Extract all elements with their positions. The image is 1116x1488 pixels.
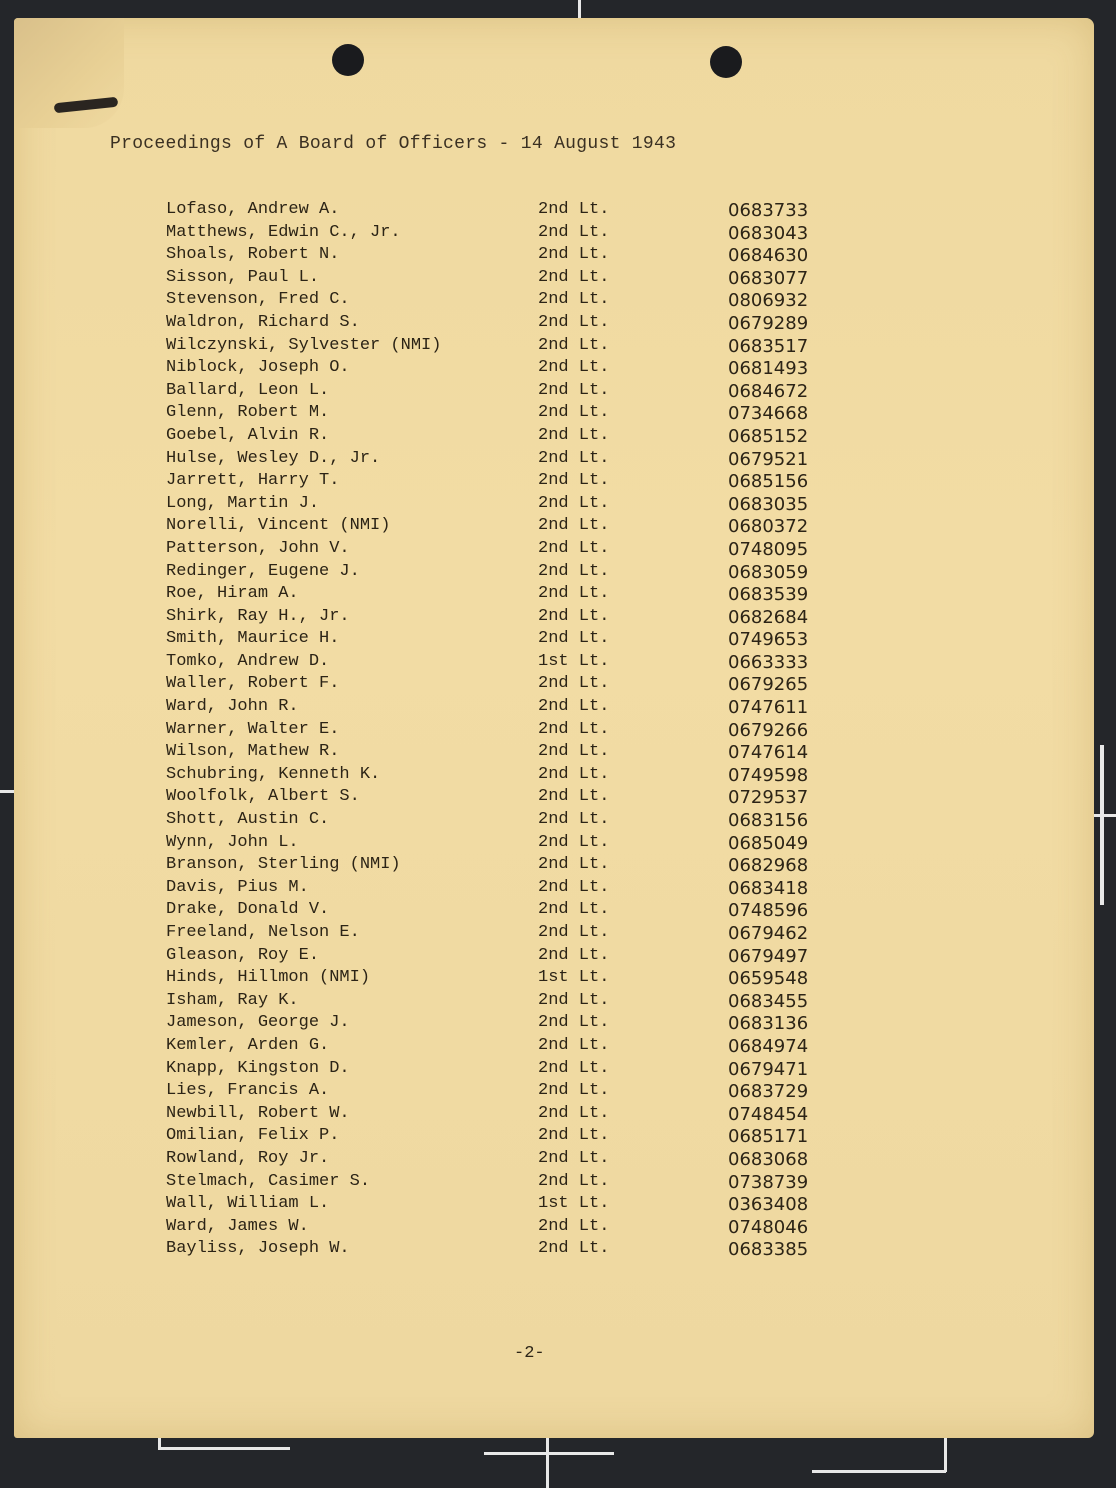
roster-row [14,765,1094,788]
mat-grid-line [158,1447,290,1450]
officer-serial-number: 0684672 [728,380,809,402]
officer-rank: 2nd Lt. [538,877,610,897]
roster-row [14,471,1094,494]
officer-name: Bayliss, Joseph W. [166,1239,350,1259]
officer-rank: 2nd Lt. [538,1035,610,1055]
officer-serial-number: 0685049 [728,832,809,854]
officer-serial-number: 0679462 [728,923,809,944]
officer-name: Lofaso, Andrew A. [166,200,340,219]
officer-rank: 2nd Lt. [538,990,610,1010]
officer-rank: 2nd Lt. [538,267,610,287]
page-header: Proceedings of A Board of Officers - 14 August 1943 [110,134,677,154]
officer-name: Jameson, George J. [166,1013,350,1033]
mat-grid-line [944,1438,947,1472]
officer-name: Wilczynski, Sylvester (NMI) [166,335,442,355]
officer-serial-number: 0683539 [728,584,809,606]
roster-row [14,855,1094,878]
roster-row [14,900,1094,923]
roster-row [14,584,1094,607]
officer-name: Stevenson, Fred C. [166,290,350,310]
officer-rank: 2nd Lt. [538,561,610,581]
officer-serial-number: 0748596 [728,900,809,922]
roster-row [14,245,1094,268]
officer-name: Rowland, Roy Jr. [166,1148,330,1168]
officer-serial-number: 0683043 [728,222,809,244]
roster-row [14,1059,1094,1082]
officer-rank: 2nd Lt. [538,403,610,423]
officer-serial-number: 0748095 [728,538,809,560]
officer-rank: 2nd Lt. [538,742,610,762]
officer-name: Shoals, Robert N. [166,245,340,265]
roster-row [14,268,1094,291]
mat-grid-line [812,1470,946,1473]
roster-row [14,539,1094,562]
officer-name: Davis, Pius M. [166,877,309,897]
roster-row [14,810,1094,833]
roster-row [14,674,1094,697]
officer-name: Norelli, Vincent (NMI) [166,516,391,536]
officer-rank: 2nd Lt. [538,1126,610,1146]
punch-hole-left [332,44,364,76]
officer-rank: 2nd Lt. [538,1239,610,1259]
officer-serial-number: 0734668 [728,403,809,425]
officer-serial-number: 0683729 [728,1081,809,1103]
officer-name: Wall, William L. [166,1194,330,1214]
mat-grid-line [1100,745,1104,905]
officer-rank: 2nd Lt. [538,787,610,807]
officer-name: Wilson, Mathew R. [166,742,340,762]
roster-row [14,720,1094,743]
officer-rank: 2nd Lt. [538,1148,610,1168]
officer-rank: 2nd Lt. [538,945,610,965]
officer-name: Drake, Donald V. [166,900,330,920]
officer-name: Lies, Francis A. [166,1081,330,1101]
officer-rank: 2nd Lt. [538,471,610,491]
officer-serial-number: 0679265 [728,674,809,696]
roster-row [14,336,1094,359]
officer-name: Smith, Maurice H. [166,629,340,649]
mat-grid-line [546,1438,549,1488]
roster-row [14,1149,1094,1172]
officer-serial-number: 0747614 [728,742,809,764]
page-number: -2- [514,1344,545,1363]
officer-serial-number: 0363408 [728,1194,809,1216]
officer-rank: 2nd Lt. [538,493,610,513]
officer-serial-number: 0685152 [728,425,809,447]
officer-serial-number: 0683035 [728,493,809,515]
officer-name: Ward, John R. [166,697,299,717]
officer-name: Matthews, Edwin C., Jr. [166,222,401,242]
officer-rank: 2nd Lt. [538,1013,610,1033]
punch-hole-right [710,46,742,78]
officer-serial-number: 0685156 [728,471,809,493]
officer-name: Shott, Austin C. [166,810,330,830]
officer-rank: 2nd Lt. [538,832,610,852]
mat-grid-line [0,790,14,793]
officer-rank: 2nd Lt. [538,1216,610,1236]
officer-rank: 2nd Lt. [538,923,610,942]
officer-rank: 2nd Lt. [538,855,610,875]
officer-rank: 2nd Lt. [538,719,610,739]
officer-name: Stelmach, Casimer S. [166,1171,371,1191]
roster-row [14,1036,1094,1059]
officer-rank: 2nd Lt. [538,674,610,694]
roster-row [14,697,1094,720]
officer-rank: 1st Lt. [538,1194,610,1214]
officer-rank: 2nd Lt. [538,810,610,830]
roster-row [14,833,1094,856]
roster-row [14,313,1094,336]
officer-name: Hinds, Hillmon (NMI) [166,968,371,988]
officer-name: Roe, Hiram A. [166,584,299,604]
officer-serial-number: 0747611 [728,697,809,719]
officer-rank: 2nd Lt. [538,358,610,378]
roster-row [14,403,1094,426]
officer-name: Tomko, Andrew D. [166,651,330,671]
roster-row [14,742,1094,765]
mat-grid-line [578,0,581,18]
officer-rank: 2nd Lt. [538,629,610,649]
officer-rank: 2nd Lt. [538,448,610,468]
officer-serial-number: 0683077 [728,267,809,289]
officer-serial-number: 0683059 [728,561,809,583]
officer-name: Freeland, Nelson E. [166,923,360,942]
roster-row [14,1172,1094,1195]
roster-row [14,787,1094,810]
roster-row [14,1013,1094,1036]
officer-serial-number: 0683385 [728,1239,809,1261]
officer-serial-number: 0679521 [728,448,809,470]
officer-serial-number: 0663333 [728,651,809,673]
roster-row [14,223,1094,246]
roster-row [14,494,1094,517]
officer-rank: 2nd Lt. [538,200,610,219]
roster-row [14,878,1094,901]
roster-row [14,1217,1094,1240]
roster-row [14,449,1094,472]
officer-serial-number: 0679266 [728,719,809,741]
officer-rank: 2nd Lt. [538,380,610,400]
officer-serial-number: 0748454 [728,1103,809,1125]
roster-row [14,1126,1094,1149]
officer-serial-number: 0683136 [728,1013,809,1035]
officer-serial-number: 0679289 [728,312,809,334]
officer-name: Isham, Ray K. [166,990,299,1010]
roster-row [14,946,1094,969]
officer-name: Kemler, Arden G. [166,1035,330,1055]
officer-name: Ballard, Leon L. [166,380,330,400]
roster-row [14,290,1094,313]
roster-row [14,652,1094,675]
officer-serial-number: 0680372 [728,516,809,538]
officer-serial-number: 0684630 [728,245,809,267]
officer-name: Ward, James W. [166,1216,309,1236]
officer-serial-number: 0683418 [728,877,809,899]
officer-name: Shirk, Ray H., Jr. [166,606,350,626]
officer-serial-number: 0683455 [728,990,809,1012]
officer-name: Redinger, Eugene J. [166,561,360,581]
officer-name: Long, Martin J. [166,493,320,513]
officer-rank: 2nd Lt. [538,516,610,536]
officer-serial-number: 0749598 [728,764,809,786]
officer-serial-number: 0685171 [728,1126,809,1148]
officer-name: Jarrett, Harry T. [166,471,340,491]
officer-serial-number: 0729537 [728,787,809,809]
roster-row [14,516,1094,539]
officer-name: Glenn, Robert M. [166,403,330,423]
roster-row [14,607,1094,630]
officer-serial-number: 0683068 [728,1148,809,1170]
officer-name: Niblock, Joseph O. [166,358,350,378]
officer-name: Warner, Walter E. [166,719,340,739]
officer-name: Waller, Robert F. [166,674,340,694]
officer-name: Schubring, Kenneth K. [166,764,381,784]
officer-name: Omilian, Felix P. [166,1126,340,1146]
officer-name: Hulse, Wesley D., Jr. [166,448,381,468]
officer-rank: 2nd Lt. [538,312,610,332]
roster-row [14,991,1094,1014]
officer-serial-number: 0683156 [728,810,809,832]
officer-serial-number: 0806932 [728,290,809,312]
officer-serial-number: 0682968 [728,855,809,877]
roster-row [14,562,1094,585]
mat-grid-line [1094,814,1116,817]
officer-name: Newbill, Robert W. [166,1103,350,1123]
document-page [14,18,1094,1438]
officer-serial-number: 0681493 [728,358,809,380]
roster-row [14,629,1094,652]
officer-serial-number: 0679497 [728,945,809,967]
officer-serial-number: 0682684 [728,606,809,628]
officer-serial-number: 0748046 [728,1216,809,1238]
officer-rank: 2nd Lt. [538,335,610,355]
officer-name: Sisson, Paul L. [166,267,320,287]
roster-row [14,426,1094,449]
officer-rank: 2nd Lt. [538,538,610,558]
officer-serial-number: 0749653 [728,629,809,651]
officer-rank: 2nd Lt. [538,1058,610,1078]
officer-rank: 2nd Lt. [538,764,610,784]
roster-row [14,1081,1094,1104]
roster-row [14,200,1094,223]
officer-name: Branson, Sterling (NMI) [166,855,401,875]
officer-serial-number: 0659548 [728,968,809,990]
officer-rank: 1st Lt. [538,968,610,988]
officer-name: Goebel, Alvin R. [166,425,330,445]
officer-serial-number: 0683733 [728,200,809,221]
officer-serial-number: 0683517 [728,335,809,357]
officer-rank: 2nd Lt. [538,900,610,920]
officer-rank: 2nd Lt. [538,425,610,445]
roster-row [14,923,1094,946]
officer-name: Patterson, John V. [166,538,350,558]
officer-rank: 2nd Lt. [538,697,610,717]
officer-serial-number: 0684974 [728,1035,809,1057]
officer-rank: 2nd Lt. [538,606,610,626]
officer-name: Woolfolk, Albert S. [166,787,360,807]
roster-row [14,381,1094,404]
officer-rank: 2nd Lt. [538,245,610,265]
roster-row [14,1239,1094,1262]
officer-rank: 2nd Lt. [538,290,610,310]
officer-rank: 2nd Lt. [538,222,610,242]
officer-rank: 2nd Lt. [538,1103,610,1123]
officer-rank: 2nd Lt. [538,1171,610,1191]
officer-rank: 2nd Lt. [538,1081,610,1101]
roster-row [14,1194,1094,1217]
mat-grid-line [484,1452,614,1455]
roster-row [14,358,1094,381]
officer-name: Gleason, Roy E. [166,945,320,965]
officer-serial-number: 0738739 [728,1171,809,1193]
officer-name: Wynn, John L. [166,832,299,852]
officer-rank: 2nd Lt. [538,584,610,604]
roster-row [14,968,1094,991]
officer-roster [14,200,1094,1262]
officer-name: Waldron, Richard S. [166,312,360,332]
officer-rank: 1st Lt. [538,651,610,671]
roster-row [14,1104,1094,1127]
officer-serial-number: 0679471 [728,1058,809,1080]
officer-name: Knapp, Kingston D. [166,1058,350,1078]
